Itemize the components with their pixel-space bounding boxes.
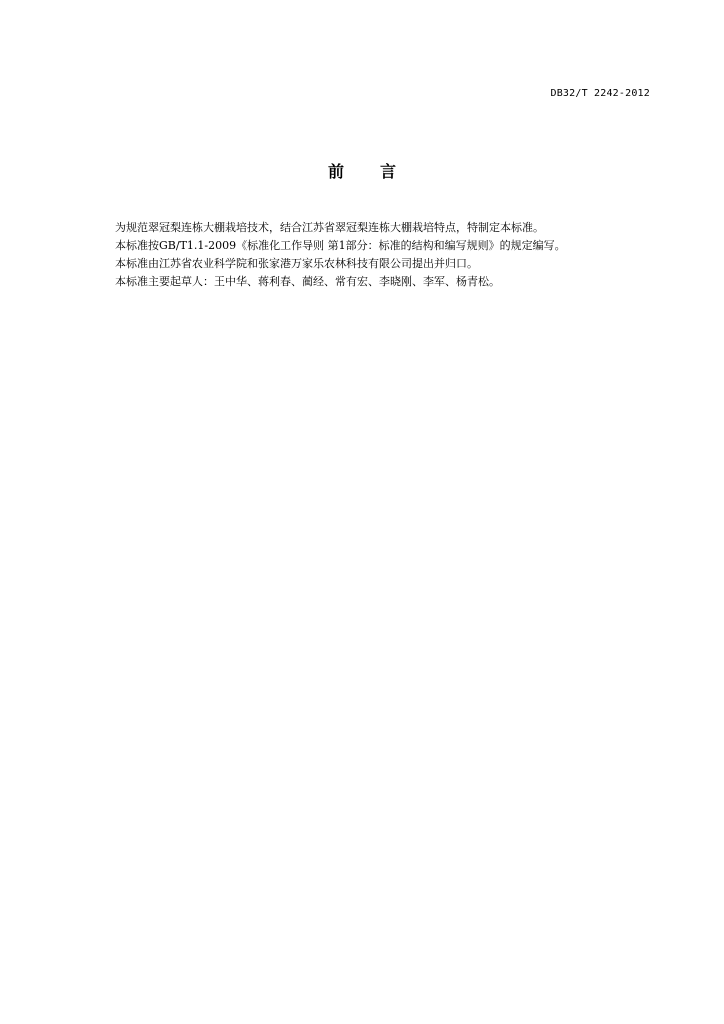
section-title-foreword: 前言 [327,162,432,181]
document-code: DB32/T 2242-2012 [550,88,650,99]
foreword-paragraph-drafting-rules: 本标准按GB/T1.1-2009《标准化工作导则 第1部分：标准的结构和编写规则》的规定编写。 [115,239,566,252]
foreword-paragraph-purpose: 为规范翠冠梨连栋大棚栽培技术，结合江苏省翠冠梨连栋大棚栽培特点，特制定本标准。 [115,221,544,234]
foreword-paragraph-drafters: 本标准主要起草人：王中华、蒋利春、蔺经、常有宏、李晓刚、李军、杨青松。 [115,275,500,288]
foreword-body [115,219,655,291]
foreword-paragraph-proposer: 本标准由江苏省农业科学院和张家港万家乐农林科技有限公司提出并归口。 [115,257,478,270]
